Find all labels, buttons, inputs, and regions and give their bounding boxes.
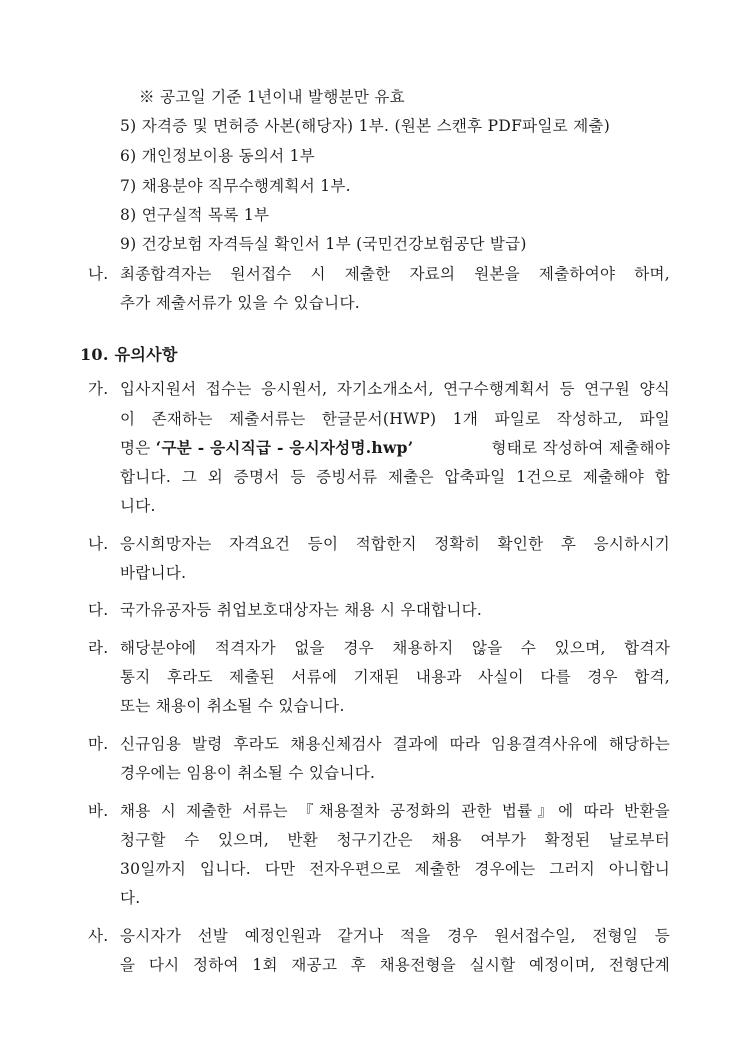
- document-list-item: 6) 개인정보이용 동의서 1부: [120, 147, 316, 165]
- paragraph-line: 신규임용 발령 후라도 채용신체검사 결과에 따라 임용결격사유에 해당하는: [120, 735, 670, 753]
- paragraph-line: 응시희망자는 자격요건 등이 적합한지 정확히 확인한 후 응시하시기: [120, 535, 670, 553]
- paragraph-line: 또는 채용이 취소될 수 있습니다.: [120, 697, 345, 715]
- paragraph-line: 합니다. 그 외 증명서 등 증빙서류 제출은 압축파일 1건으로 제출해야 합: [120, 468, 670, 486]
- paragraph-line: 다.: [120, 889, 141, 907]
- paragraph-line: 명은 ‘구분 - 응시직급 - 응시자성명.hwp’ 형태로 작성하여 제출해야: [120, 438, 670, 457]
- paragraph-line: 바랍니다.: [120, 564, 187, 582]
- document-list-item: 5) 자격증 및 면허증 사본(해당자) 1부. (원본 스캔후 PDF파일로 제출): [120, 117, 611, 135]
- paragraph-line: 통지 후라도 제출된 서류에 기재된 내용과 사실이 다를 경우 합격,: [120, 668, 670, 686]
- filename-prefix: 명은 ‘구분 - 응시직급 - 응시자성명.hwp’: [120, 438, 414, 457]
- item-marker: 다.: [88, 601, 109, 619]
- note-line: ※ 공고일 기준 1년이내 발행분만 유효: [139, 88, 405, 106]
- paragraph-line: 최종합격자는 원서접수 시 제출한 자료의 원본을 제출하여야 하며,: [120, 265, 670, 283]
- paragraph-line: 30일까지 입니다. 다만 전자우편으로 제출한 경우에는 그러지 아니합니: [120, 860, 670, 878]
- paragraph-line: 청구할 수 있으며, 반환 청구기간은 채용 여부가 확정된 날로부터: [120, 831, 670, 849]
- item-marker: 나.: [88, 535, 109, 553]
- paragraph-line: 해당분야에 적격자가 없을 경우 채용하지 않을 수 있으며, 합격자: [120, 639, 670, 657]
- section-heading: 10. 유의사항: [80, 345, 178, 364]
- item-marker: 마.: [88, 735, 109, 753]
- filename-format: ‘구분 - 응시직급 - 응시자성명.hwp’: [155, 438, 414, 457]
- document-list-item: 7) 채용분야 직무수행계획서 1부.: [120, 177, 351, 195]
- item-marker: 바.: [88, 802, 109, 820]
- paragraph-line: 채용 시 제출한 서류는 『채용절차 공정화의 관한 법률』에 따라 반환을: [120, 802, 670, 820]
- document-list-item: 8) 연구실적 목록 1부: [120, 206, 270, 224]
- paragraph-line: 니다.: [120, 497, 156, 515]
- item-marker: 가.: [88, 380, 109, 398]
- paragraph-line: 국가유공자등 취업보호대상자는 채용 시 우대합니다.: [120, 601, 483, 619]
- paragraph-line: 입사지원서 접수는 응시원서, 자기소개소서, 연구수행계획서 등 연구원 양식: [120, 380, 670, 398]
- paragraph-line: 추가 제출서류가 있을 수 있습니다.: [120, 294, 360, 312]
- item-marker: 라.: [88, 639, 109, 657]
- paragraph-line: 을 다시 정하여 1회 재공고 후 채용전형을 실시할 예정이며, 전형단계: [120, 956, 670, 974]
- item-marker: 나.: [88, 265, 109, 283]
- paragraph-line: 이 존재하는 제출서류는 한글문서(HWP) 1개 파일로 작성하고, 파일: [120, 410, 670, 428]
- paragraph-line: 경우에는 임용이 취소될 수 있습니다.: [120, 764, 376, 782]
- item-marker: 사.: [88, 927, 109, 945]
- document-list-item: 9) 건강보험 자격득실 확인서 1부 (국민건강보험공단 발급): [120, 235, 527, 253]
- paragraph-line: 응시자가 선발 예정인원과 같거나 적을 경우 원서접수일, 전형일 등: [120, 927, 670, 945]
